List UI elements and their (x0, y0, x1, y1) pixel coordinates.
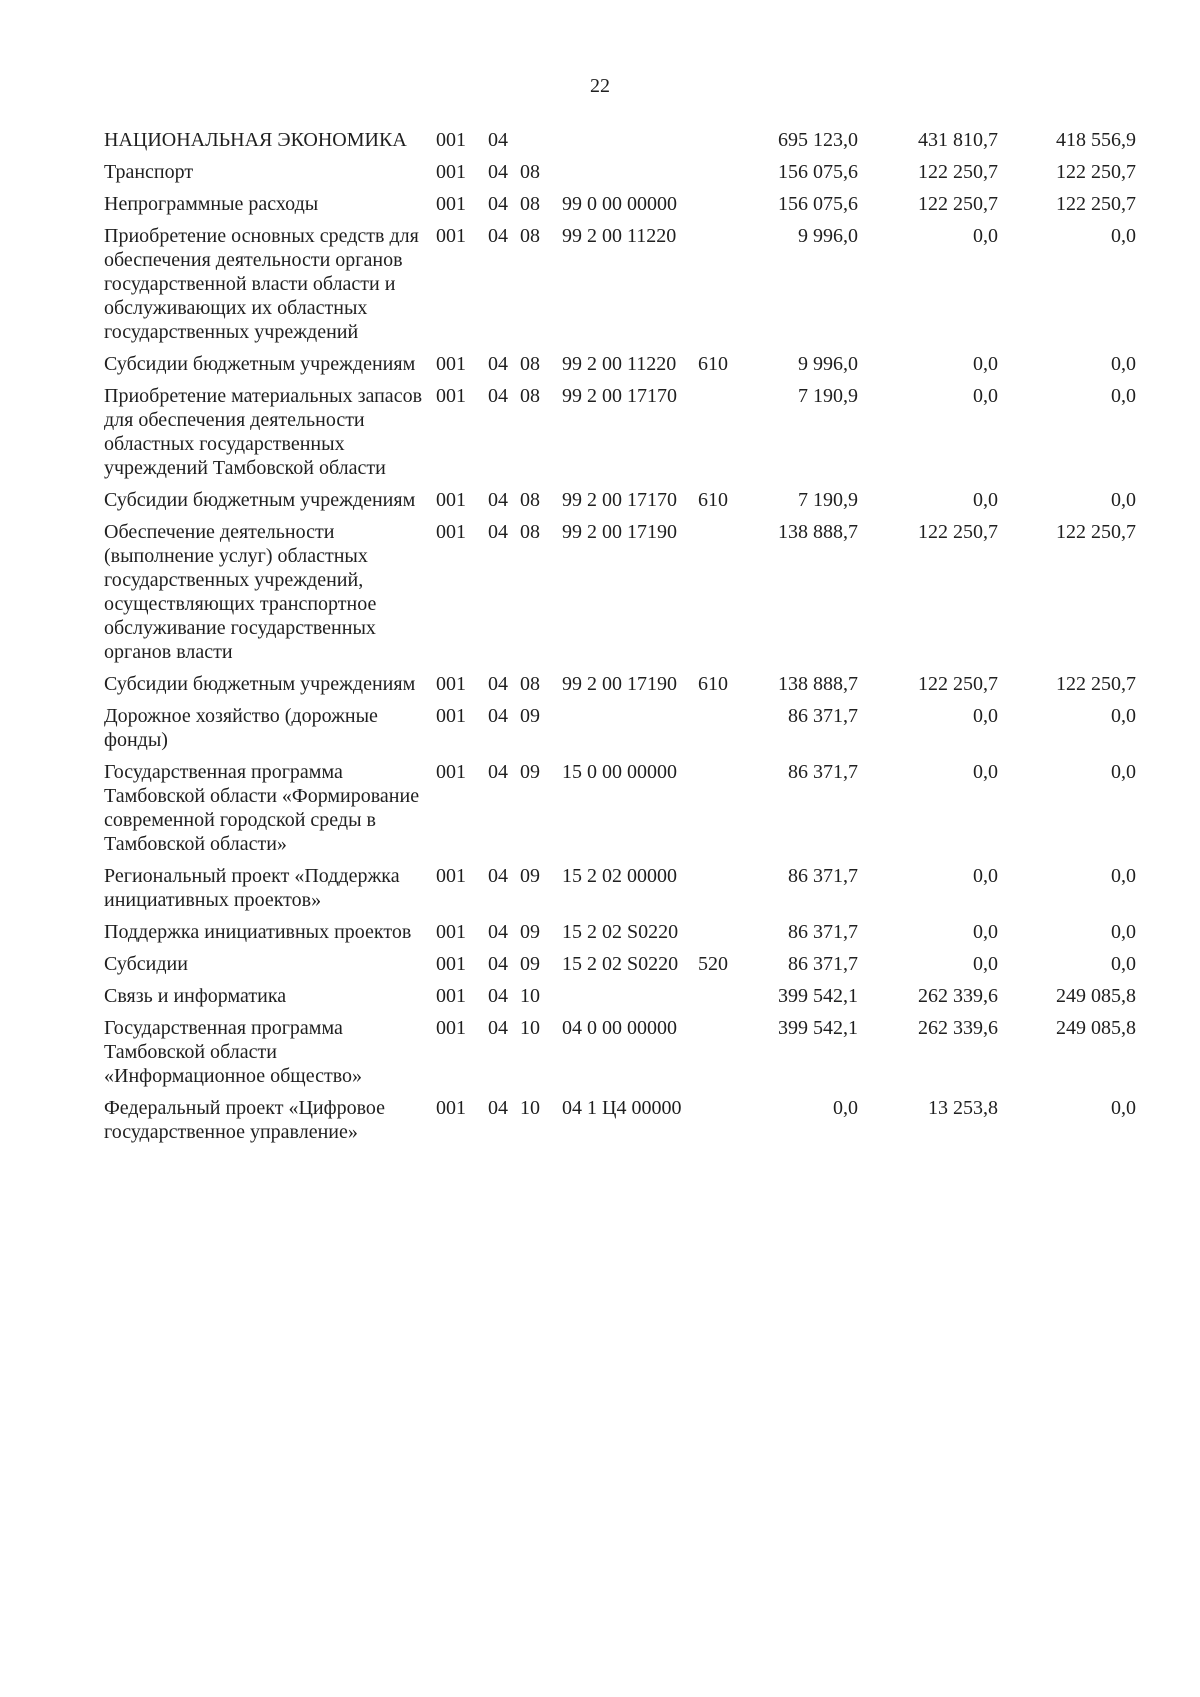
section-code: 04 (488, 353, 508, 375)
subsection-code: 09 (520, 921, 540, 943)
amount-year-3: 0,0 (1111, 865, 1136, 887)
amount-year-3: 122 250,7 (1056, 521, 1136, 543)
amount-year-1: 86 371,7 (788, 865, 858, 887)
section-code: 04 (488, 489, 508, 511)
amount-year-2: 122 250,7 (918, 161, 998, 183)
amount-year-2: 122 250,7 (918, 521, 998, 543)
target-article-code: 15 2 02 S0220 (562, 921, 679, 943)
table-row (104, 224, 1136, 352)
target-article-code: 99 0 00 00000 (562, 193, 677, 215)
row-name: Дорожное хозяйство (дорожные фонды) (104, 705, 378, 751)
amount-year-1: 156 075,6 (778, 161, 858, 183)
section-code: 04 (488, 985, 508, 1007)
subsection-code: 08 (520, 193, 540, 215)
amount-year-2: 262 339,6 (918, 985, 998, 1007)
section-code: 04 (488, 953, 508, 975)
subsection-code: 08 (520, 225, 540, 247)
table-row (104, 984, 1136, 1016)
dept-code: 001 (436, 1097, 466, 1119)
table-row (104, 952, 1136, 984)
target-article-code (562, 128, 698, 160)
target-article-code: 99 2 00 17170 (562, 385, 677, 407)
amount-year-1: 86 371,7 (788, 761, 858, 783)
section-code: 04 (488, 761, 508, 783)
target-article-code: 04 0 00 00000 (562, 1017, 677, 1039)
subsection-code: 09 (520, 865, 540, 887)
subsection-code: 08 (520, 385, 540, 407)
amount-year-2: 13 253,8 (928, 1097, 998, 1119)
row-name: Непрограммные расходы (104, 193, 319, 215)
row-name: Государственная программа Тамбовской области «Формирование современной городской среды в Тамбовской области» (104, 761, 420, 855)
dept-code: 001 (436, 1017, 466, 1039)
amount-year-2: 0,0 (973, 385, 998, 407)
amount-year-1: 156 075,6 (778, 193, 858, 215)
expense-type-code (698, 1016, 744, 1096)
target-article-code: 15 0 00 00000 (562, 761, 677, 783)
dept-code: 001 (436, 129, 466, 151)
expense-type-code (698, 864, 744, 920)
dept-code: 001 (436, 489, 466, 511)
dept-code: 001 (436, 953, 466, 975)
expense-type-code (698, 984, 744, 1016)
amount-year-3: 0,0 (1111, 761, 1136, 783)
row-name: Субсидии (104, 953, 188, 975)
subsection-code: 09 (520, 953, 540, 975)
subsection-code: 10 (520, 1097, 540, 1119)
table-row (104, 520, 1136, 672)
amount-year-1: 9 996,0 (798, 353, 858, 375)
amount-year-1: 0,0 (833, 1097, 858, 1119)
amount-year-2: 122 250,7 (918, 673, 998, 695)
amount-year-1: 695 123,0 (778, 129, 858, 151)
dept-code: 001 (436, 161, 466, 183)
table-row (104, 920, 1136, 952)
dept-code: 001 (436, 673, 466, 695)
table-row (104, 760, 1136, 864)
amount-year-3: 122 250,7 (1056, 193, 1136, 215)
table-row (104, 192, 1136, 224)
row-name: Региональный проект «Поддержка инициативных проектов» (104, 865, 400, 911)
amount-year-3: 122 250,7 (1056, 161, 1136, 183)
amount-year-1: 399 542,1 (778, 985, 858, 1007)
subsection-code: 08 (520, 161, 540, 183)
table-row (104, 128, 1136, 160)
amount-year-1: 86 371,7 (788, 921, 858, 943)
expense-type-code (698, 704, 744, 760)
amount-year-2: 122 250,7 (918, 193, 998, 215)
target-article-code: 99 2 00 17190 (562, 673, 677, 695)
section-code: 04 (488, 1017, 508, 1039)
dept-code: 001 (436, 193, 466, 215)
row-name: Транспорт (104, 161, 194, 183)
amount-year-2: 262 339,6 (918, 1017, 998, 1039)
subsection-code (520, 128, 562, 160)
amount-year-1: 138 888,7 (778, 673, 858, 695)
amount-year-3: 0,0 (1111, 921, 1136, 943)
section-code: 04 (488, 673, 508, 695)
amount-year-2: 0,0 (973, 761, 998, 783)
amount-year-2: 0,0 (973, 705, 998, 727)
subsection-code: 08 (520, 353, 540, 375)
target-article-code: 15 2 02 S0220 (562, 953, 679, 975)
section-code: 04 (488, 521, 508, 543)
table-row (104, 384, 1136, 488)
target-article-code: 99 2 00 17170 (562, 489, 677, 511)
dept-code: 001 (436, 921, 466, 943)
amount-year-2: 0,0 (973, 953, 998, 975)
row-name: Приобретение основных средств для обеспечения деятельности органов государственной власти области и обслуживающих их областных государственных учреждений (104, 225, 419, 343)
target-article-code (562, 984, 698, 1016)
table-row (104, 352, 1136, 384)
amount-year-2: 0,0 (973, 921, 998, 943)
dept-code: 001 (436, 705, 466, 727)
dept-code: 001 (436, 761, 466, 783)
row-name: Государственная программа Тамбовской области «Информационное общество» (104, 1017, 363, 1087)
expense-type-code (698, 224, 744, 352)
amount-year-1: 138 888,7 (778, 521, 858, 543)
section-code: 04 (488, 129, 508, 151)
amount-year-2: 0,0 (973, 225, 998, 247)
dept-code: 001 (436, 521, 466, 543)
amount-year-2: 0,0 (973, 353, 998, 375)
table-row (104, 160, 1136, 192)
row-name: Приобретение материальных запасов для обеспечения деятельности областных государственных учреждений Тамбовской области (104, 385, 423, 479)
dept-code: 001 (436, 865, 466, 887)
expense-type-code (698, 192, 744, 224)
amount-year-3: 0,0 (1111, 953, 1136, 975)
dept-code: 001 (436, 985, 466, 1007)
amount-year-1: 7 190,9 (798, 385, 858, 407)
amount-year-2: 0,0 (973, 865, 998, 887)
dept-code: 001 (436, 225, 466, 247)
target-article-code: 99 2 00 11220 (562, 353, 677, 375)
amount-year-1: 86 371,7 (788, 953, 858, 975)
row-name: Поддержка инициативных проектов (104, 921, 412, 943)
subsection-code: 08 (520, 673, 540, 695)
row-name: Субсидии бюджетным учреждениям (104, 353, 416, 375)
section-code: 04 (488, 1097, 508, 1119)
amount-year-3: 0,0 (1111, 353, 1136, 375)
expense-type-code (698, 128, 744, 160)
target-article-code: 04 1 Ц4 00000 (562, 1097, 682, 1119)
target-article-code (562, 160, 698, 192)
expense-type-code (698, 1096, 744, 1152)
expense-type-code (698, 160, 744, 192)
row-name: Субсидии бюджетным учреждениям (104, 673, 416, 695)
section-code: 04 (488, 225, 508, 247)
target-article-code (562, 704, 698, 760)
page-number: 22 (590, 75, 610, 97)
section-code: 04 (488, 385, 508, 407)
amount-year-3: 418 556,9 (1056, 129, 1136, 151)
budget-table (104, 128, 1136, 1152)
section-code: 04 (488, 921, 508, 943)
row-name: Обеспечение деятельности (выполнение услуг) областных государственных учреждений, осуществляющих транспортное обслуживание государственных органов власти (104, 521, 377, 663)
table-row (104, 488, 1136, 520)
expense-type-code (698, 520, 744, 672)
row-name: Субсидии бюджетным учреждениям (104, 489, 416, 511)
subsection-code: 10 (520, 1017, 540, 1039)
target-article-code: 99 2 00 11220 (562, 225, 677, 247)
expense-type-code (698, 920, 744, 952)
amount-year-3: 249 085,8 (1056, 985, 1136, 1007)
subsection-code: 08 (520, 521, 540, 543)
row-name: Федеральный проект «Цифровое государственное управление» (104, 1097, 386, 1143)
amount-year-3: 0,0 (1111, 489, 1136, 511)
amount-year-1: 7 190,9 (798, 489, 858, 511)
dept-code: 001 (436, 353, 466, 375)
amount-year-3: 0,0 (1111, 225, 1136, 247)
table-row (104, 672, 1136, 704)
amount-year-2: 0,0 (973, 489, 998, 511)
table-row (104, 1096, 1136, 1152)
row-name: НАЦИОНАЛЬНАЯ ЭКОНОМИКА (104, 129, 407, 151)
expense-type-code: 610 (698, 489, 728, 511)
target-article-code: 99 2 00 17190 (562, 521, 677, 543)
table-row (104, 704, 1136, 760)
table-row (104, 1016, 1136, 1096)
amount-year-3: 0,0 (1111, 385, 1136, 407)
section-code: 04 (488, 705, 508, 727)
expense-type-code: 610 (698, 353, 728, 375)
expense-type-code (698, 384, 744, 488)
section-code: 04 (488, 193, 508, 215)
section-code: 04 (488, 865, 508, 887)
section-code: 04 (488, 161, 508, 183)
amount-year-1: 9 996,0 (798, 225, 858, 247)
expense-type-code (698, 760, 744, 864)
row-name: Связь и информатика (104, 985, 287, 1007)
amount-year-1: 399 542,1 (778, 1017, 858, 1039)
expense-type-code: 520 (698, 953, 728, 975)
amount-year-2: 431 810,7 (918, 129, 998, 151)
budget-table-body (104, 128, 1136, 1152)
subsection-code: 09 (520, 761, 540, 783)
amount-year-3: 249 085,8 (1056, 1017, 1136, 1039)
subsection-code: 10 (520, 985, 540, 1007)
subsection-code: 09 (520, 705, 540, 727)
amount-year-3: 0,0 (1111, 1097, 1136, 1119)
dept-code: 001 (436, 385, 466, 407)
expense-type-code: 610 (698, 673, 728, 695)
amount-year-1: 86 371,7 (788, 705, 858, 727)
amount-year-3: 122 250,7 (1056, 673, 1136, 695)
target-article-code: 15 2 02 00000 (562, 865, 677, 887)
table-row (104, 864, 1136, 920)
amount-year-3: 0,0 (1111, 705, 1136, 727)
subsection-code: 08 (520, 489, 540, 511)
